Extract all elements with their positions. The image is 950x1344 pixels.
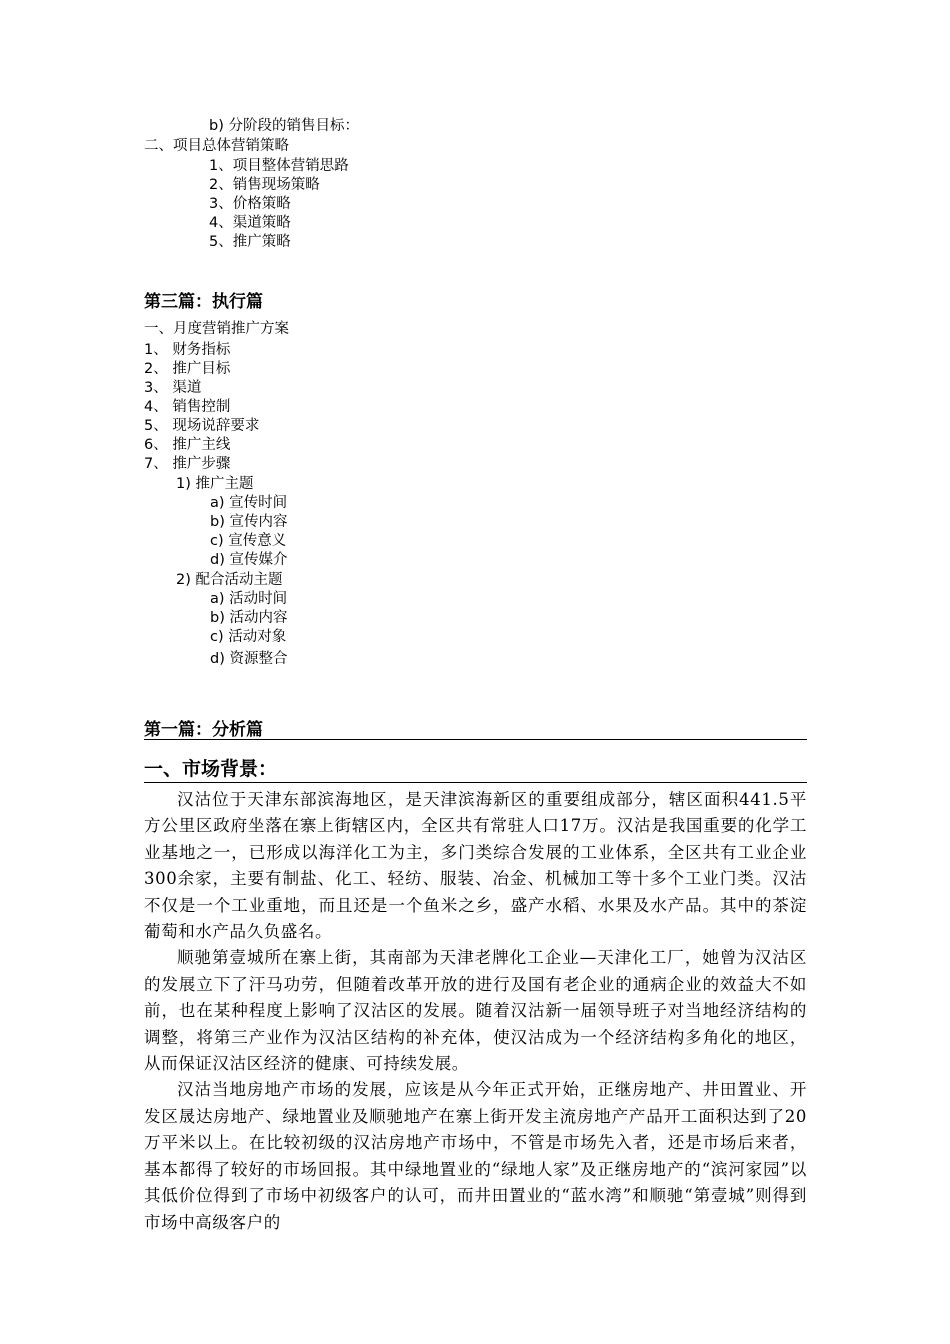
- part3-step-1-item: a) 宣传时间: [210, 495, 288, 511]
- toc-section-2: 二、项目总体营销策略: [144, 138, 289, 154]
- part3-item: 3、 渠道: [144, 380, 202, 396]
- toc-section-2-item: 1、项目整体营销思路: [209, 158, 349, 174]
- part3-step-1-item: d) 宣传媒介: [210, 552, 288, 568]
- toc-section-2-item: 5、推广策略: [209, 234, 291, 250]
- part3-step-2-item: b) 活动内容: [210, 610, 288, 626]
- toc-section-2-item: 2、销售现场策略: [209, 177, 320, 193]
- section-title: 一、市场背景：: [144, 758, 278, 780]
- part3-item: 1、 财务指标: [144, 342, 231, 358]
- part3-item: 5、 现场说辞要求: [144, 418, 260, 434]
- part3-item: 7、 推广步骤: [144, 456, 231, 472]
- part3-title: 第三篇：执行篇: [144, 292, 263, 312]
- toc-section-2-item: 4、渠道策略: [209, 215, 291, 231]
- part3-item: 4、 销售控制: [144, 399, 231, 415]
- part3-step-2-item: a) 活动时间: [210, 591, 288, 607]
- part3-step-1: 1) 推广主题: [176, 476, 254, 492]
- part3-section-1: 一、月度营销推广方案: [144, 321, 289, 337]
- part3-step-2-item: d) 资源整合: [210, 651, 288, 667]
- part3-step-1-item: b) 宣传内容: [210, 514, 288, 530]
- paragraph: 汉沽当地房地产市场的发展，应该是从今年正式开始，正继房地产、井田置业、开发区晟达房地产、绿地置业及顺驰地产在寨上街开发主流房地产产品开工面积达到了20万平米以上。在比较初级的汉沽房地产市场中，不管是市场先入者，还是市场后来者，基本都得了较好的市场回报。其中绿地置业的“绿地人家”及正继房地产的“滨河家园”以其低价位得到了市场中初级客户的认可，而井田置业的“蓝水湾”和顺驰“第壹城”则得到市场中高级客户的: [144, 1080, 807, 1232]
- part3-step-2: 2) 配合活动主题: [176, 572, 283, 588]
- toc-section-2-item: 3、价格策略: [209, 196, 291, 212]
- section-divider: [144, 782, 807, 783]
- body-text: [144, 787, 807, 1327]
- part3-item: 2、 推广目标: [144, 361, 231, 377]
- part3-step-1-item: c) 宣传意义: [210, 533, 287, 549]
- part3-step-2-item: c) 活动对象: [210, 629, 287, 645]
- part3-item: 6、 推广主线: [144, 437, 231, 453]
- toc-item-b: b) 分阶段的销售目标：: [209, 118, 359, 134]
- part1-divider: [144, 739, 807, 740]
- paragraph: 汉沽位于天津东部滨海地区，是天津滨海新区的重要组成部分，辖区面积441.5平方公里区政府坐落在寨上街辖区内，全区共有常驻人口17万。汉沽是我国重要的化学工业基地之一，已形成以海洋化工为主，多门类综合发展的工业体系，全区共有工业企业300余家，主要有制盐、化工、轻纺、服装、冶金、机械加工等十多个工业门类。汉沽不仅是一个工业重地，而且还是一个鱼米之乡，盛产水稻、水果及水产品。其中的茶淀葡萄和水产品久负盛名。: [144, 790, 807, 942]
- part1-title: 第一篇：分析篇: [144, 720, 263, 740]
- paragraph: 顺驰第壹城所在寨上街，其南部为天津老牌化工企业—天津化工厂，她曾为汉沽区的发展立下了汗马功劳，但随着改革开放的进行及国有老企业的通病企业的效益大不如前，也在某种程度上影响了汉沽区的发展。随着汉沽新一届领导班子对当地经济结构的调整，将第三产业作为汉沽区结构的补充体，使汉沽成为一个经济结构多角化的地区，从而保证汉沽区经济的健康、可持续发展。: [144, 948, 807, 1074]
